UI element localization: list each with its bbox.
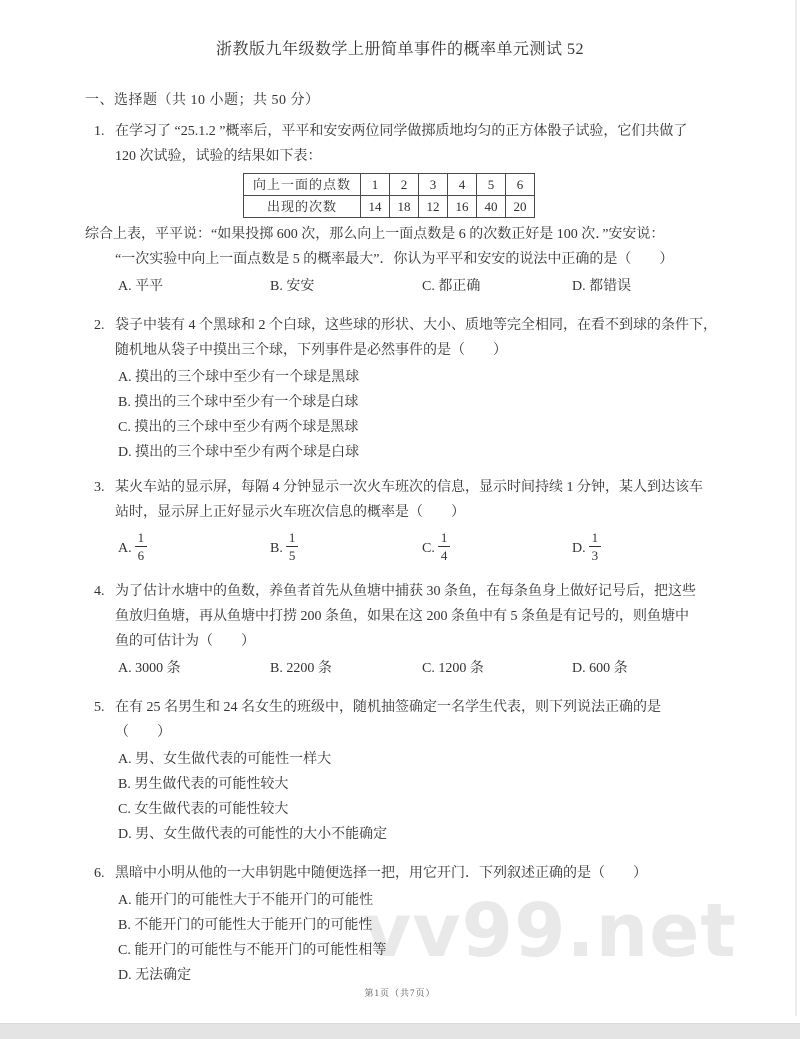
table-cell: 40 <box>477 196 506 218</box>
page-title: 浙教版九年级数学上册简单事件的概率单元测试 52 <box>215 41 584 58</box>
question-6-options <box>115 888 732 988</box>
question-1-options <box>115 274 732 299</box>
table-cell: 出现的次数 <box>244 196 361 218</box>
fraction <box>438 530 451 564</box>
fraction-denominator: 5 <box>288 548 296 563</box>
question-1 <box>85 119 732 299</box>
question-6-stem-line: 黑暗中小明从他的一大串钥匙中随便选择一把，用它开门．下列叙述正确的是（ ） <box>115 866 647 881</box>
table-cell: 16 <box>448 196 477 218</box>
option-c: C. 摸出的三个球中至少有两个球是黑球 <box>118 420 359 435</box>
question-5-stem-line: （ ） <box>115 725 171 740</box>
question-4-stem-line: 鱼的可估计为（ ） <box>115 634 255 649</box>
option-c <box>422 530 572 564</box>
viewer-bottom-bar <box>0 1023 800 1039</box>
question-1-followup-line: 综合上表，平平说：“如果投掷 600 次，那么向上一面点数是 6 的次数正好是 100 次．”安安说： <box>85 227 665 242</box>
question-4-stem-line: 为了估计水塘中的鱼数，养鱼者首先从鱼塘中捕获 30 条鱼，在每条鱼身上做好记号后，把这些 <box>115 584 696 599</box>
option-label: C. <box>422 541 435 557</box>
option-a: A. 能开门的可能性大于不能开门的可能性 <box>118 893 374 908</box>
option-c: C. 女生做代表的可能性较大 <box>118 802 289 817</box>
table-cell: 18 <box>390 196 419 218</box>
table-cell: 4 <box>448 174 477 196</box>
dice-frequency-table <box>243 173 535 218</box>
fraction-denominator: 6 <box>137 548 145 563</box>
question-2-number: 2. <box>94 318 105 333</box>
option-c: C. 能开门的可能性与不能开门的可能性相等 <box>118 943 387 958</box>
option-d: D. 600 条 <box>572 661 628 676</box>
option-d: D. 无法确定 <box>118 968 192 983</box>
table-row <box>244 196 535 218</box>
fraction-numerator: 1 <box>589 530 602 547</box>
question-3-options <box>115 529 732 569</box>
question-6 <box>94 861 732 988</box>
fraction-denominator: 4 <box>440 548 448 563</box>
question-1-stem-line: 在学习了 “25.1.2 ”概率后，平平和安安两位同学做掷质地均匀的正方体骰子试验，它们共做了 <box>115 124 688 139</box>
option-a: A. 摸出的三个球中至少有一个球是黑球 <box>118 370 360 385</box>
question-2-stem-line: 随机地从袋子中摸出三个球，下列事件是必然事件的是（ ） <box>115 343 507 358</box>
question-4-stem-line: 鱼放归鱼塘，再从鱼塘中打捞 200 条鱼，如果在这 200 条鱼中有 5 条鱼是有记号的，则鱼塘中 <box>115 609 689 624</box>
question-5-options <box>115 747 732 847</box>
option-a: A. 3000 条 <box>118 661 181 676</box>
question-4 <box>94 579 732 681</box>
question-3-stem-line: 站时，显示屏上正好显示火车班次信息的概率是（ ） <box>115 505 465 520</box>
question-5-number: 5. <box>94 700 105 715</box>
option-d: D. 都错误 <box>572 279 632 294</box>
option-label: A. <box>118 541 132 557</box>
table-cell: 20 <box>506 196 535 218</box>
option-d: D. 摸出的三个球中至少有两个球是白球 <box>118 445 360 460</box>
option-b <box>270 530 422 564</box>
table-cell: 向上一面的点数 <box>244 174 361 196</box>
option-a: A. 平平 <box>118 279 164 294</box>
question-4-number: 4. <box>94 584 105 599</box>
option-c: C. 1200 条 <box>422 661 484 676</box>
question-6-number: 6. <box>94 866 105 881</box>
question-1-number: 1. <box>94 124 105 139</box>
option-b: B. 不能开门的可能性大于能开门的可能性 <box>118 918 373 933</box>
question-1-followup-line: “一次实验中向上一面点数是 5 的概率最大”．你认为平平和安安的说法中正确的是（ ） <box>115 252 674 267</box>
table-row <box>244 174 535 196</box>
table-cell: 12 <box>419 196 448 218</box>
question-3-number: 3. <box>94 480 105 495</box>
option-d: D. 男、女生做代表的可能性的大小不能确定 <box>118 827 388 842</box>
section-header: 一、选择题（共 10 小题；共 50 分） <box>85 93 320 108</box>
fraction-numerator: 1 <box>135 530 148 547</box>
option-c: C. 都正确 <box>422 279 481 294</box>
table-cell: 6 <box>506 174 535 196</box>
fraction <box>135 530 148 564</box>
option-d <box>572 530 732 564</box>
question-1-stem-line: 120 次试验，试验的结果如下表： <box>115 149 322 164</box>
page-right-edge <box>795 0 797 1016</box>
fraction-denominator: 3 <box>591 548 599 563</box>
question-3 <box>94 475 732 569</box>
watermark: vv99.net <box>363 888 737 974</box>
fraction-numerator: 1 <box>286 530 299 547</box>
question-2 <box>94 313 732 465</box>
table-cell: 3 <box>419 174 448 196</box>
question-5 <box>94 695 732 847</box>
option-b: B. 摸出的三个球中至少有一个球是白球 <box>118 395 359 410</box>
option-b: B. 2200 条 <box>270 661 332 676</box>
option-a <box>118 530 270 564</box>
page-number-footer: 第1页（共7页） <box>364 988 436 998</box>
table-cell: 2 <box>390 174 419 196</box>
table-cell: 1 <box>361 174 390 196</box>
question-3-stem-line: 某火车站的显示屏，每隔 4 分钟显示一次火车班次的信息，显示时间持续 1 分钟，某人到达该车 <box>115 480 703 495</box>
option-a: A. 男、女生做代表的可能性一样大 <box>118 752 332 767</box>
fraction <box>286 530 299 564</box>
option-b: B. 男生做代表的可能性较大 <box>118 777 289 792</box>
question-4-options <box>115 656 732 681</box>
fraction-numerator: 1 <box>438 530 451 547</box>
question-2-options <box>115 365 732 465</box>
question-2-stem-line: 袋子中装有 4 个黑球和 2 个白球，这些球的形状、大小、质地等完全相同，在看不到球的条件下， <box>115 318 717 333</box>
table-cell: 14 <box>361 196 390 218</box>
question-5-stem-line: 在有 25 名男生和 24 名女生的班级中，随机抽签确定一名学生代表，则下列说法正确的是 <box>115 700 661 715</box>
option-b: B. 安安 <box>270 279 315 294</box>
option-label: B. <box>270 541 283 557</box>
fraction <box>589 530 602 564</box>
table-cell: 5 <box>477 174 506 196</box>
option-label: D. <box>572 541 586 557</box>
